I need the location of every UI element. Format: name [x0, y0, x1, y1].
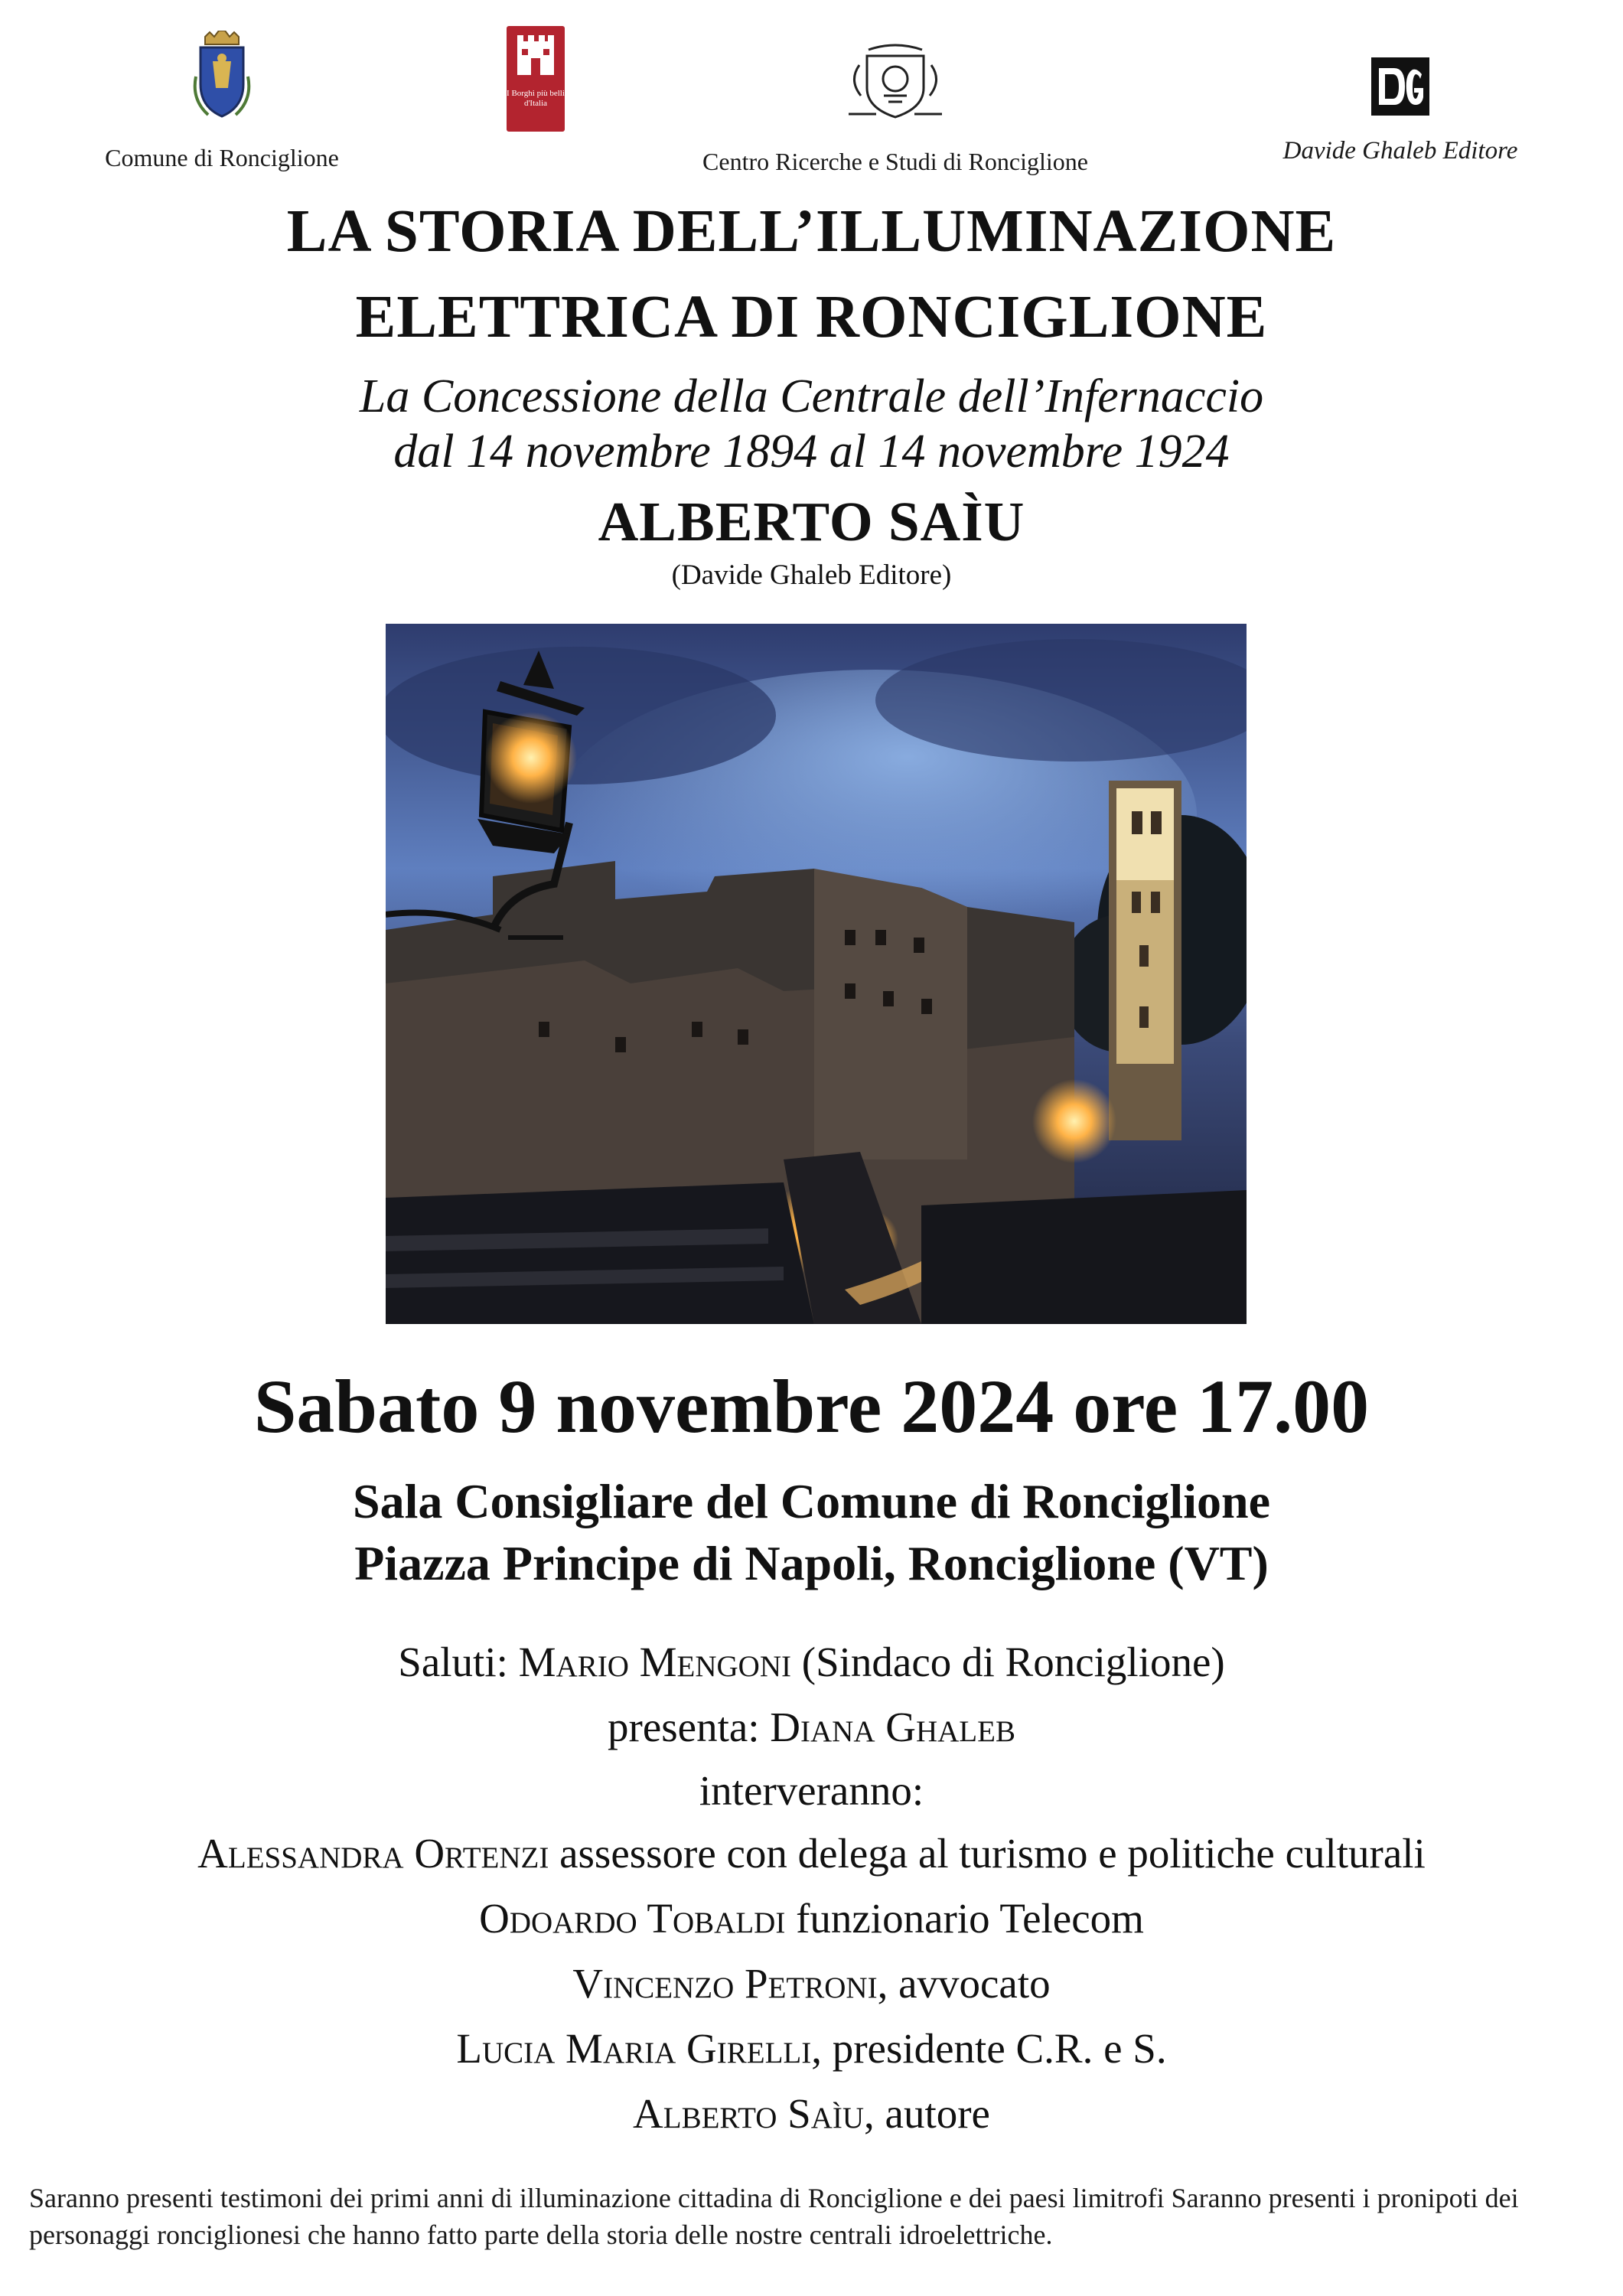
speaker-name: Alessandra Ortenzi [197, 1830, 549, 1877]
greetings-speaker-role: (Sindaco di Ronciglione) [801, 1639, 1225, 1685]
presenter-name: Diana Ghaleb [770, 1704, 1015, 1750]
speaker-name: Lucia Maria Girelli [456, 2025, 812, 2072]
book-title-line-2: ELETTRICA DI RONCIGLIONE [355, 284, 1268, 351]
speaker-name: Odoardo Tobaldi [479, 1895, 786, 1942]
greetings-line [0, 1638, 1623, 1686]
speaker-role: , avvocato [877, 1960, 1051, 2007]
speaker-line [0, 2024, 1623, 2073]
speaker-line [0, 1894, 1623, 1942]
speaker-name: Alberto Saìu [633, 2090, 865, 2137]
presenter-label: presenta: [608, 1704, 760, 1750]
speakers-intro: interveranno: [699, 1767, 924, 1814]
venue-hall: Sala Consigliare del Comune di Ronciglione [353, 1474, 1270, 1528]
logo-borghi-piu-belli [501, 26, 570, 132]
author-name: ALBERTO SAÌU [598, 491, 1025, 553]
speaker-line [0, 2089, 1623, 2138]
logo-davide-ghaleb-editore [1240, 57, 1561, 165]
publisher-name: (Davide Ghaleb Editore) [671, 559, 952, 591]
logo-caption: Centro Ricerche e Studi di Ronciglione [702, 148, 1088, 175]
speaker-role: , autore [864, 2090, 990, 2137]
event-date-time: Sabato 9 novembre 2024 ore 17.00 [253, 1364, 1370, 1449]
night-town-photo [386, 624, 1247, 1324]
speaker-line [0, 1959, 1623, 2007]
greetings-label: Saluti: [398, 1639, 508, 1685]
logo-caption: Davide Ghaleb Editore [1282, 137, 1518, 165]
logo-centro-ricerche [650, 42, 1140, 176]
book-subtitle-line-1: La Concessione della Centrale dell’Infernaccio [359, 370, 1264, 422]
dg-publisher-logo-icon [1371, 57, 1429, 116]
presenter-line [0, 1703, 1623, 1751]
borghi-badge-text: I Borghi più belli d'Italia [507, 89, 565, 108]
crsr-emblem-icon [846, 42, 945, 120]
speaker-name: Vincenzo Petroni [572, 1960, 878, 2007]
speaker-role: funzionario Telecom [796, 1895, 1144, 1942]
speaker-line [0, 1829, 1623, 1877]
speaker-role: assessore con delega al turismo e politiche culturali [559, 1830, 1426, 1877]
book-title-line-1: LA STORIA DELL’ILLUMINAZIONE [286, 198, 1337, 265]
speaker-role: , presidente C.R. e S. [811, 2025, 1167, 2072]
comune-coat-of-arms-icon [190, 31, 254, 122]
borghi-badge-icon [507, 26, 565, 132]
logo-comune-di-ronciglione [73, 31, 371, 172]
greetings-speaker-name: Mario Mengoni [518, 1639, 791, 1685]
logo-caption: Comune di Ronciglione [105, 144, 339, 171]
venue-address: Piazza Principe di Napoli, Ronciglione (VT) [354, 1536, 1269, 1590]
footer-note: Saranno presenti testimoni dei primi anni di illuminazione cittadina di Ronciglione e dei paesi limitrofi Saranno presenti i pronipoti dei personaggi ronciglionesi che hanno fatto parte della storia delle nostre centrali idroelettriche. [29, 2183, 1519, 2250]
book-subtitle-line-2: dal 14 novembre 1894 al 14 novembre 1924 [393, 426, 1230, 478]
